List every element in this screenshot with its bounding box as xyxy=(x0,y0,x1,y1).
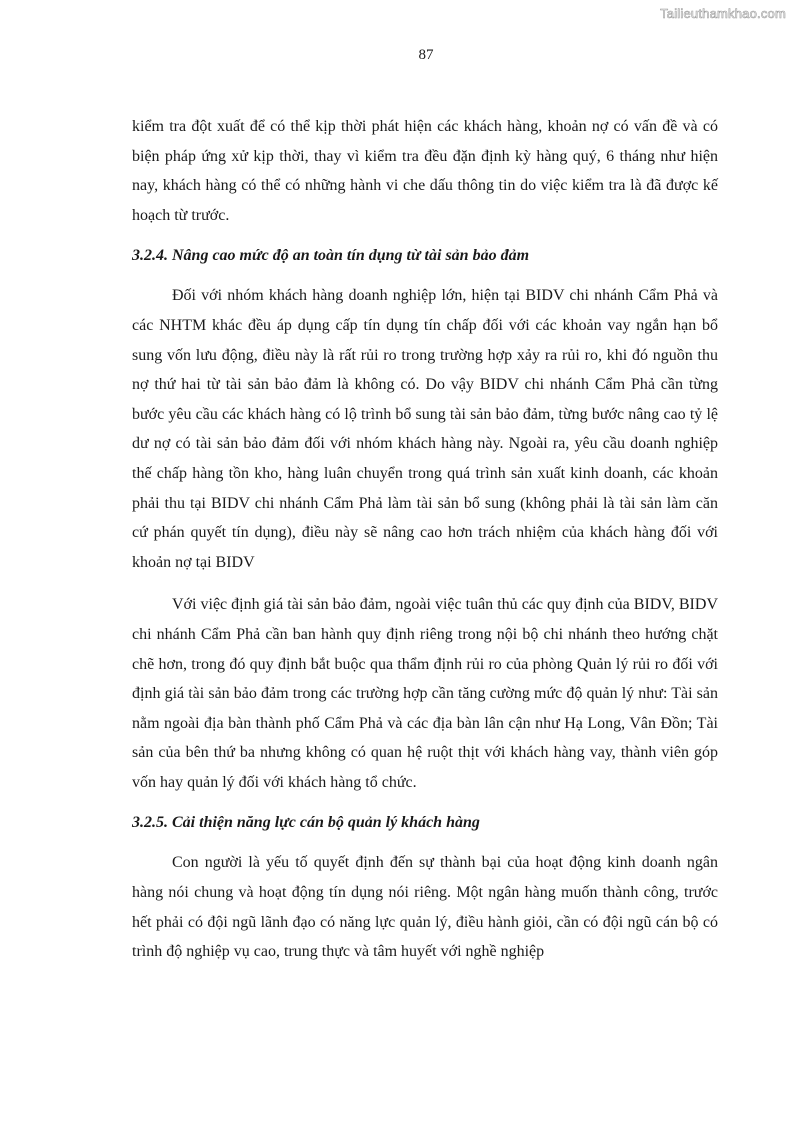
section-heading-3-2-4: 3.2.4. Nâng cao mức độ an toàn tín dụng từ tài sản bảo đảm xyxy=(132,247,530,265)
paragraph-human-resources: Con người là yếu tố quyết định đến sự thành bại của hoạt động kinh doanh ngân hàng nói chung và hoạt động tín dụng nói riêng. Một ngân hàng muốn thành công, trước hết phải có đội ngũ lãnh đạo có năng lực quản lý, điều hành giỏi, cần có đội ngũ cán bộ có trình độ nghiệp vụ cao, trung thực và tâm huyết với nghề nghiệp xyxy=(132,854,718,961)
page-number: 87 xyxy=(418,47,434,63)
paragraph-collateral-valuation: Với việc định giá tài sản bảo đảm, ngoài việc tuân thủ các quy định của BIDV, BIDV chi nhánh Cẩm Phả cần ban hành quy định riêng trong nội bộ chi nhánh theo hướng chặt chẽ hơn, trong đó quy định bắt buộc qua thẩm định rủi ro của phòng Quản lý rủi ro đối với định giá tài sản bảo đảm trong các trường hợp cần tăng cường mức độ quản lý như: Tài sản nằm ngoài địa bàn thành phố Cẩm Phả và các địa bàn lân cận như Hạ Long, Vân Đồn; Tài sản của bên thứ ba nhưng không có quan hệ ruột thịt với khách hàng vay, thành viên góp vốn hay quản lý đối với khách hàng tổ chức. xyxy=(132,596,718,791)
paragraph-continued: kiểm tra đột xuất để có thể kịp thời phát hiện các khách hàng, khoản nợ có vấn đề và có biện pháp ứng xử kịp thời, thay vì kiểm tra đều đặn định kỳ hàng quý, 6 tháng như hiện nay, khách hàng có thể có những hành vi che dấu thông tin do việc kiểm tra là đã được kế hoạch từ trước. xyxy=(132,118,718,224)
watermark-text: Tailieuthamkhao.com xyxy=(660,6,786,21)
paragraph-collateral-large-enterprises: Đối với nhóm khách hàng doanh nghiệp lớn, hiện tại BIDV chi nhánh Cẩm Phả và các NHTM khác đều áp dụng cấp tín dụng tín chấp đối với các khoản vay ngắn hạn bổ sung vốn lưu động, điều này là rất rủi ro trong trường hợp xảy ra rủi ro, khi đó nguồn thu nợ thứ hai từ tài sản bảo đảm là không có. Do vậy BIDV chi nhánh Cẩm Phả cần từng bước yêu cầu các khách hàng có lộ trình bổ sung tài sản bảo đảm, từng bước nâng cao tỷ lệ dư nợ có tài sản bảo đảm đối với nhóm khách hàng này. Ngoài ra, yêu cầu doanh nghiệp thế chấp hàng tồn kho, hàng luân chuyển trong quá trình sản xuất kinh doanh, các khoản phải thu tại BIDV chi nhánh Cẩm Phả làm tài sản bổ sung (không phải là tài sản làm căn cứ phán quyết tín dụng), điều này sẽ nâng cao hơn trách nhiệm của khách hàng đối với khoản nợ tại BIDV xyxy=(132,287,718,571)
section-heading-3-2-5: 3.2.5. Cải thiện năng lực cán bộ quản lý khách hàng xyxy=(132,814,480,832)
document-body xyxy=(132,112,718,967)
